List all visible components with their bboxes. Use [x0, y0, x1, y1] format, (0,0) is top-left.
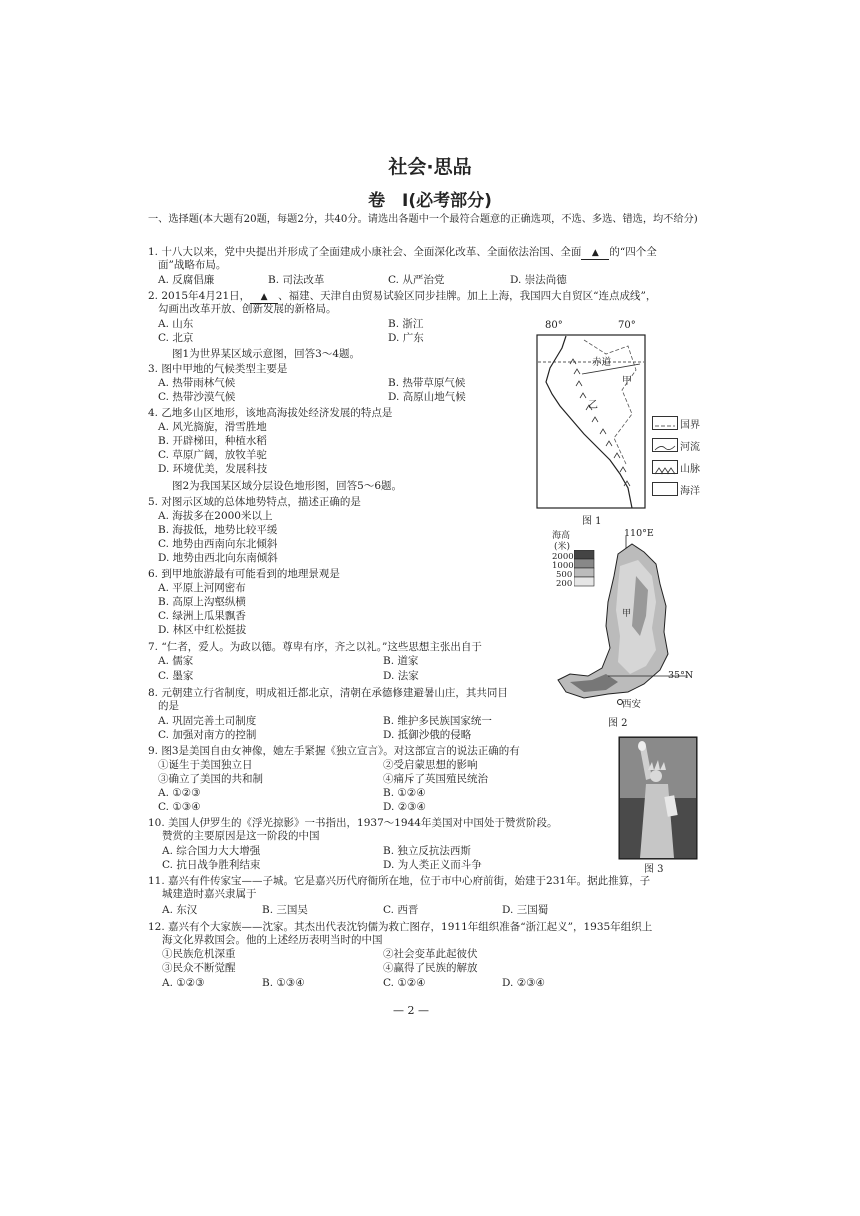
q9-option-b: B. ①②④	[383, 787, 426, 799]
q12-option-b: B. ①③④	[262, 977, 305, 989]
q2-stem-line2: 勾画出改革开放、创新发展的新格局。	[158, 303, 337, 315]
q4-option-a: A. 风光旖旎，滑雪胜地	[158, 421, 267, 433]
fig1-legend-ocean: 海洋	[680, 486, 700, 497]
q6-option-b: B. 高原上沟壑纵横	[158, 596, 246, 608]
q9-option-a: A. ①②③	[158, 787, 201, 799]
q10-option-a: A. 综合国力大大增强	[162, 845, 261, 857]
q12-item-3: ③民众不断觉醒	[162, 962, 236, 974]
q2-option-c: C. 北京	[158, 332, 194, 344]
fig1-legend-mountain: 山脉	[680, 464, 700, 475]
q3-option-b: B. 热带草原气候	[388, 377, 466, 389]
q10-option-d: D. 为人类正义而斗争	[383, 859, 482, 871]
q1-stem-line2: 面”战略布局。	[158, 259, 227, 271]
q2-option-d: D. 广东	[388, 332, 424, 344]
fig1-equator-label: 赤道	[592, 357, 612, 368]
q3-option-a: A. 热带雨林气候	[158, 377, 236, 389]
q1-option-b: B. 司法改革	[268, 274, 325, 286]
q12-option-d: D. ②③④	[502, 977, 545, 989]
figure-1	[530, 320, 720, 525]
fig1-map	[536, 334, 646, 509]
fig1-lon-right: 70°	[618, 320, 636, 331]
q7-stem: 7. “仁者，爱人。为政以德。尊卑有序，齐之以礼。”这些思想主张出自于	[148, 641, 482, 653]
q9-item-3: ③确立了美国的共和制	[158, 773, 263, 785]
fig2-legend-200: 200	[556, 579, 573, 589]
fig1-place-yi: 乙	[588, 400, 598, 411]
q2-option-b: B. 浙江	[388, 318, 424, 330]
fig2-legend-title-1: 海高	[552, 531, 571, 541]
fig1-legend-border-symbol	[652, 416, 678, 430]
q2-stem	[148, 290, 656, 304]
q8-stem: 8. 元朝建立行省制度，明成祖迁都北京，清朝在承德修建避暑山庄，其共同目	[148, 687, 508, 699]
q1-blank: ▲	[581, 247, 609, 260]
q7-option-b: B. 道家	[383, 655, 419, 667]
q1-option-d: D. 崇法尚德	[510, 274, 567, 286]
q6-option-d: D. 林区中红松挺拔	[158, 624, 247, 636]
q8-stem-line2: 的是	[158, 700, 179, 712]
q1-stem-end: 的“四个全	[609, 246, 657, 258]
fig2-legend-2000: 2000	[552, 552, 574, 562]
q11-option-c: C. 西晋	[383, 904, 419, 916]
fig2-place-jia: 甲	[622, 609, 632, 619]
q8-option-d: D. 抵御沙俄的侵略	[383, 729, 472, 741]
q11-stem: 11. 嘉兴有件传家宝——子城。它是嘉兴历代府衙所在地，位于市中心府前街，始建于231年。据此推算，子	[148, 875, 651, 887]
q5-option-a: A. 海拔多在2000米以上	[158, 510, 273, 522]
q10-stem: 10. 美国人伊罗生的《浮光掠影》一书指出，1937～1944年美国对中国处于赞赏阶段。	[148, 817, 558, 829]
q3-stem: 3. 图中甲地的气候类型主要是	[148, 363, 288, 375]
fig1-intro: 图1为世界某区域示意图，回答3～4题。	[172, 348, 361, 360]
q2-blank: ▲	[250, 291, 278, 304]
q3-option-c: C. 热带沙漠气候	[158, 391, 236, 403]
q11-option-a: A. 东汉	[162, 904, 198, 916]
q4-option-d: D. 环境优美，发展科技	[158, 463, 268, 475]
q12-item-1: ①民族危机深重	[162, 948, 236, 960]
q5-option-d: D. 地势由西北向东南倾斜	[158, 552, 278, 564]
instructions: 一、选择题(本大题有20题，每题2分，共40分。请选出各题中一个最符合题意的正确选项，不选、多选、错选，均不给分)	[148, 214, 698, 225]
figure-3	[618, 736, 698, 875]
q12-option-a: A. ①②③	[162, 977, 205, 989]
q9-option-c: C. ①③④	[158, 801, 201, 813]
fig1-legend-mountain-symbol	[652, 460, 678, 474]
q9-item-2: ②受启蒙思想的影响	[383, 759, 478, 771]
section-title: 卷 Ⅰ(必考部分)	[368, 191, 492, 211]
q1-option-c: C. 从严治党	[388, 274, 445, 286]
fig1-caption: 图 1	[582, 516, 602, 527]
fig1-lon-left: 80°	[545, 320, 563, 331]
fig2-map	[548, 536, 698, 716]
fig2-city-label: 西安	[622, 699, 642, 710]
q2-stem-b: 、福建、天津自由贸易试验区同步挂牌。加上上海，我国四大自贸区“连点成线”，	[278, 290, 657, 302]
q12-item-2: ②社会变革此起彼伏	[383, 948, 478, 960]
fig2-caption: 图 2	[608, 718, 628, 729]
q10-stem-line2: 赞赏的主要原因是这一阶段的中国	[162, 830, 320, 842]
statue-of-liberty-image	[618, 736, 698, 860]
fig1-place-jia: 甲	[622, 376, 632, 387]
page-subject-title: 社会·思品	[388, 156, 472, 178]
q9-stem: 9. 图3是美国自由女神像，她左手紧握《独立宣言》。对这部宣言的说法正确的有	[148, 745, 520, 757]
fig2-intro: 图2为我国某区域分层设色地形图，回答5～6题。	[172, 480, 403, 492]
q12-stem: 12. 嘉兴有个大家族——沈家。其杰出代表沈钧儒为救亡图存，1911年组织准备“浙江起义”，1935年组织上	[148, 921, 653, 933]
q9-option-d: D. ②③④	[383, 801, 426, 813]
q5-option-c: C. 地势由西南向东北倾斜	[158, 538, 278, 550]
fig2-legend-title-2: (米)	[554, 542, 571, 552]
q9-item-4: ④痛斥了英国殖民统治	[383, 773, 488, 785]
q10-option-b: B. 独立反抗法西斯	[383, 845, 471, 857]
q1-stem	[148, 246, 657, 260]
q5-option-b: B. 海拔低，地势比较平缓	[158, 524, 278, 536]
figure-2	[548, 524, 698, 730]
q1-option-a: A. 反腐倡廉	[158, 274, 215, 286]
q12-item-4: ④赢得了民族的解放	[383, 962, 478, 974]
fig2-lon-label: 110°E	[624, 528, 654, 539]
fig2-legend-500: 500	[556, 570, 573, 580]
q6-option-c: C. 绿洲上瓜果飘香	[158, 610, 246, 622]
q4-option-c: C. 草原广阔，放牧羊驼	[158, 449, 267, 461]
q4-option-b: B. 开辟梯田，种植水稻	[158, 435, 267, 447]
fig2-legend-1000: 1000	[552, 561, 574, 571]
q5-stem: 5. 对图示区域的总体地势特点，描述正确的是	[148, 496, 361, 508]
fig1-legend-border: 国界	[680, 420, 700, 431]
q6-stem: 6. 到甲地旅游最有可能看到的地理景观是	[148, 568, 340, 580]
q11-stem-line2: 城建造时嘉兴隶属于	[162, 888, 257, 900]
q1-stem-text: 1. 十八大以来，党中央提出并形成了全面建成小康社会、全面深化改革、全面依法治国、全面	[148, 246, 582, 258]
q7-option-c: C. 墨家	[158, 670, 194, 682]
q2-option-a: A. 山东	[158, 318, 194, 330]
q9-item-1: ①诞生于美国独立日	[158, 759, 253, 771]
q3-option-d: D. 高原山地气候	[388, 391, 466, 403]
q7-option-d: D. 法家	[383, 670, 419, 682]
fig2-lat-label: 35°N	[668, 670, 694, 681]
q11-option-b: B. 三国吴	[262, 904, 308, 916]
q6-option-a: A. 平原上河网密布	[158, 582, 246, 594]
q8-option-a: A. 巩固完善土司制度	[158, 715, 257, 727]
q12-stem-line2: 海文化界救国会。他的上述经历表明当时的中国	[162, 934, 383, 946]
q4-stem: 4. 乙地多山区地形，该地高海拔处经济发展的特点是	[148, 407, 393, 419]
q11-option-d: D. 三国蜀	[502, 904, 549, 916]
q8-option-c: C. 加强对南方的控制	[158, 729, 257, 741]
q10-option-c: C. 抗日战争胜利结束	[162, 859, 261, 871]
q8-option-b: B. 维护多民族国家统一	[383, 715, 492, 727]
q12-option-c: C. ①②④	[383, 977, 426, 989]
q7-option-a: A. 儒家	[158, 655, 194, 667]
page-number: — 2 —	[393, 1004, 429, 1017]
q2-stem-a: 2. 2015年4月21日，	[148, 290, 251, 302]
fig1-legend-river: 河流	[680, 442, 700, 453]
fig1-legend-ocean-symbol	[652, 482, 678, 496]
fig3-caption: 图 3	[644, 864, 664, 875]
fig1-legend-river-symbol	[652, 438, 678, 452]
